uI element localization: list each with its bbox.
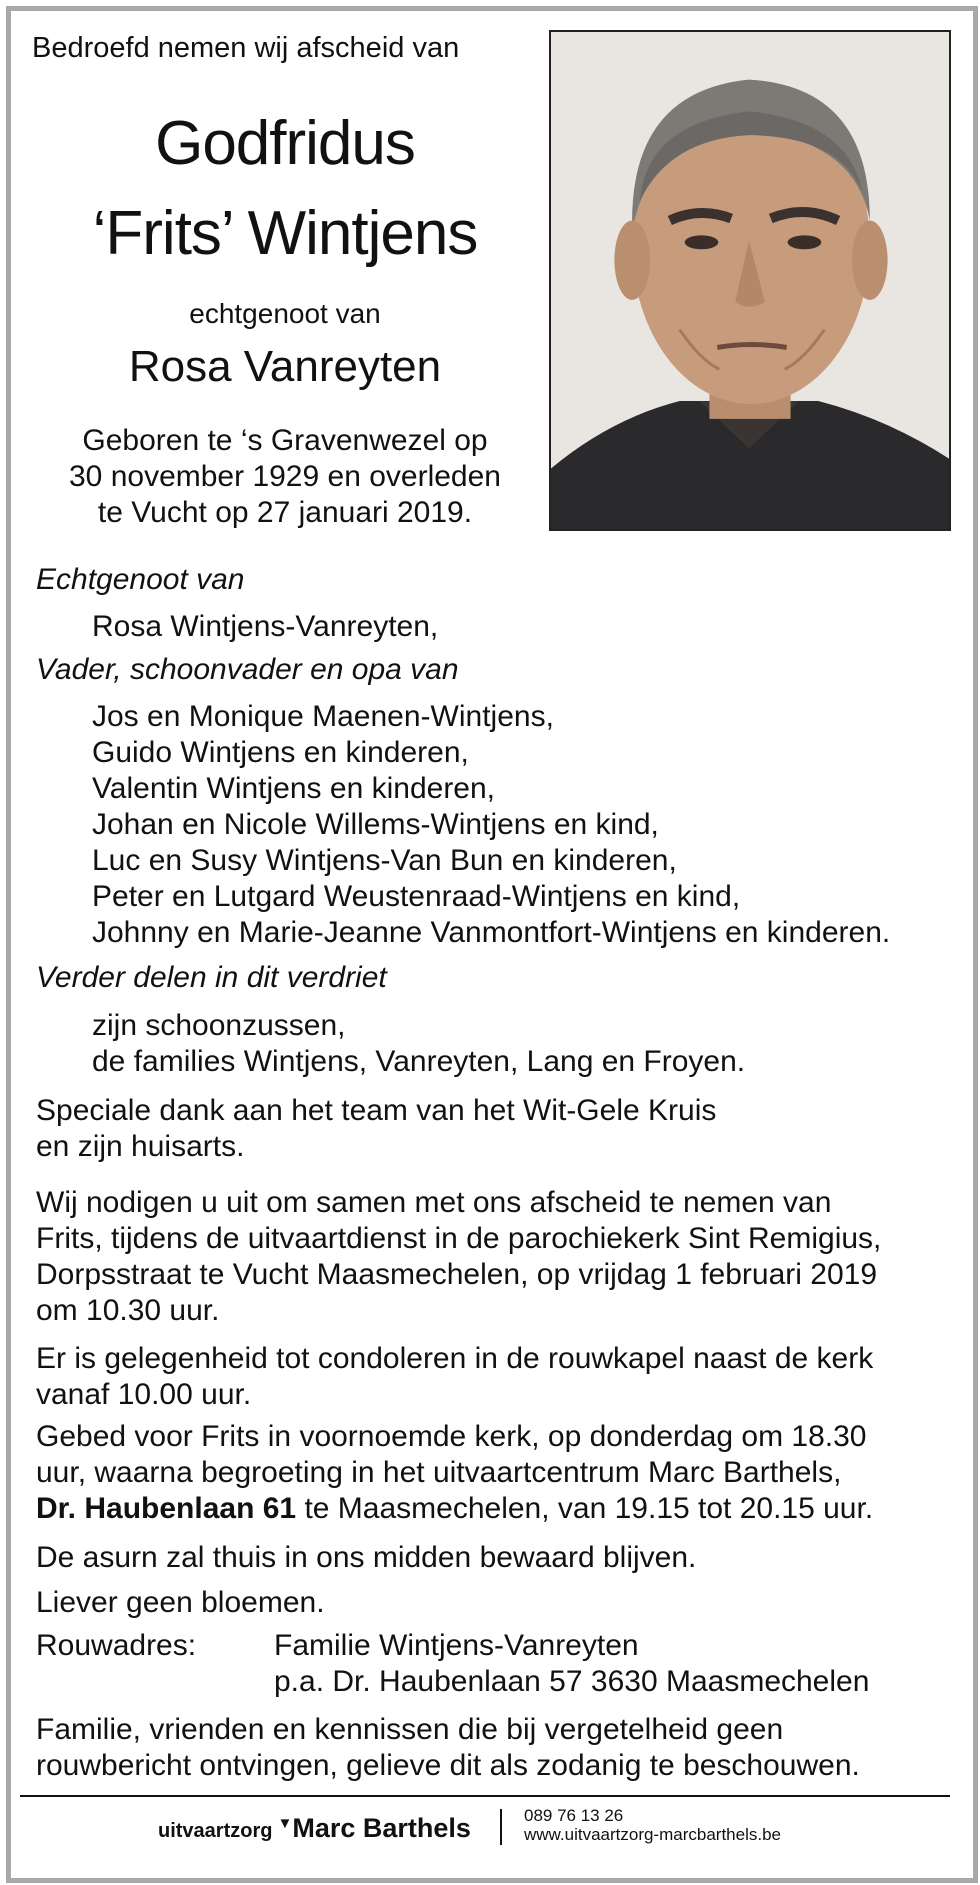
list-item: Peter en Lutgard Weustenraad-Wintjens en kind,: [92, 880, 741, 913]
condolence-paragraph: [36, 1341, 942, 1413]
website-link[interactable]: www.uitvaartzorg-marcbarthels.be: [524, 1825, 781, 1844]
deceased-nickname-surname: ‘Frits’ Wintjens: [92, 199, 478, 268]
footer-divider: [20, 1795, 950, 1797]
prayer-line: [36, 1491, 942, 1527]
service-line: Wij nodigen u uit om samen met ons afscheid te nemen van: [36, 1186, 832, 1219]
service-paragraph: [36, 1185, 942, 1329]
prayer-line: uur, waarna begroeting in het uitvaartcentrum Marc Barthels,: [36, 1456, 842, 1489]
thanks-paragraph: [36, 1093, 716, 1165]
children-heading: Vader, schoonvader en opa van: [36, 653, 459, 686]
thanks-line: en zijn huisarts.: [36, 1130, 245, 1163]
spouse-heading: Echtgenoot van: [36, 563, 245, 596]
service-line: om 10.30 uur.: [36, 1294, 220, 1327]
list-item: de families Wintjens, Vanreyten, Lang en Froyen.: [92, 1045, 746, 1078]
address-line: p.a. Dr. Haubenlaan 57 3630 Maasmechelen: [274, 1665, 870, 1698]
service-line: Dorpsstraat te Vucht Maasmechelen, op vrijdag 1 februari 2019: [36, 1258, 878, 1291]
others-heading: Verder delen in dit verdriet: [36, 961, 387, 994]
birth-death-info: [30, 423, 540, 531]
funeral-home-logo: [158, 1813, 471, 1844]
condolence-line: Er is gelegenheid tot condoleren in de rouwkapel naast de kerk: [36, 1342, 874, 1375]
intro-text: Bedroefd nemen wij afscheid van: [32, 32, 460, 64]
list-item: zijn schoonzussen,: [92, 1009, 346, 1042]
mourning-address: [274, 1628, 869, 1700]
birth-line: Geboren te ‘s Gravenwezel op: [82, 424, 488, 457]
spouse-label: echtgenoot van: [189, 298, 381, 329]
funeral-center-address: Dr. Haubenlaan 61: [36, 1492, 297, 1525]
deceased-first-name: Godfridus: [155, 109, 415, 178]
service-line: Frits, tijdens de uitvaartdienst in de parochiekerk Sint Remigius,: [36, 1222, 882, 1255]
list-item: Valentin Wintjens en kinderen,: [92, 772, 496, 805]
down-triangle-icon: ▼: [277, 1815, 293, 1832]
brand-name: Marc Barthels: [292, 1813, 471, 1843]
prayer-paragraph: [36, 1419, 942, 1527]
footer-separator: [500, 1809, 502, 1845]
list-item: Jos en Monique Maenen-Wintjens,: [92, 700, 554, 733]
closing-line: rouwbericht ontvingen, gelieve dit als zodanig te beschouwen.: [36, 1749, 860, 1782]
thanks-line: Speciale dank aan het team van het Wit-Gele Kruis: [36, 1094, 717, 1127]
list-item: Johan en Nicole Willems-Wintjens en kind,: [92, 808, 659, 841]
portrait-photo: [549, 30, 951, 531]
children-list: [92, 699, 890, 951]
closing-line: Familie, vrienden en kennissen die bij vergetelheid geen: [36, 1713, 784, 1746]
no-flowers-statement: Liever geen bloemen.: [36, 1586, 325, 1619]
list-item: Luc en Susy Wintjens-Van Bun en kinderen,: [92, 844, 677, 877]
closing-paragraph: [36, 1712, 942, 1784]
others-list: [92, 1008, 745, 1080]
spouse-entry: Rosa Wintjens-Vanreyten,: [92, 610, 439, 643]
condolence-line: vanaf 10.00 uur.: [36, 1378, 252, 1411]
address-line: Familie Wintjens-Vanreyten: [274, 1629, 639, 1662]
spouse-name: Rosa Vanreyten: [128, 342, 442, 391]
prayer-line-rest: te Maasmechelen, van 19.15 tot 20.15 uur.: [296, 1492, 874, 1525]
urn-statement: De asurn zal thuis in ons midden bewaard blijven.: [36, 1541, 697, 1574]
brand-prefix: uitvaartzorg: [158, 1820, 273, 1842]
list-item: Johnny en Marie-Jeanne Vanmontfort-Wintjens en kinderen.: [92, 916, 891, 949]
portrait-illustration: [551, 32, 949, 529]
phone-number: 089 76 13 26: [524, 1806, 624, 1825]
birth-line: 30 november 1929 en overleden: [69, 460, 501, 493]
birth-line: te Vucht op 27 januari 2019.: [97, 496, 473, 529]
list-item: Guido Wintjens en kinderen,: [92, 736, 469, 769]
address-label: Rouwadres:: [36, 1629, 197, 1662]
prayer-line: Gebed voor Frits in voornoemde kerk, op donderdag om 18.30: [36, 1420, 867, 1453]
